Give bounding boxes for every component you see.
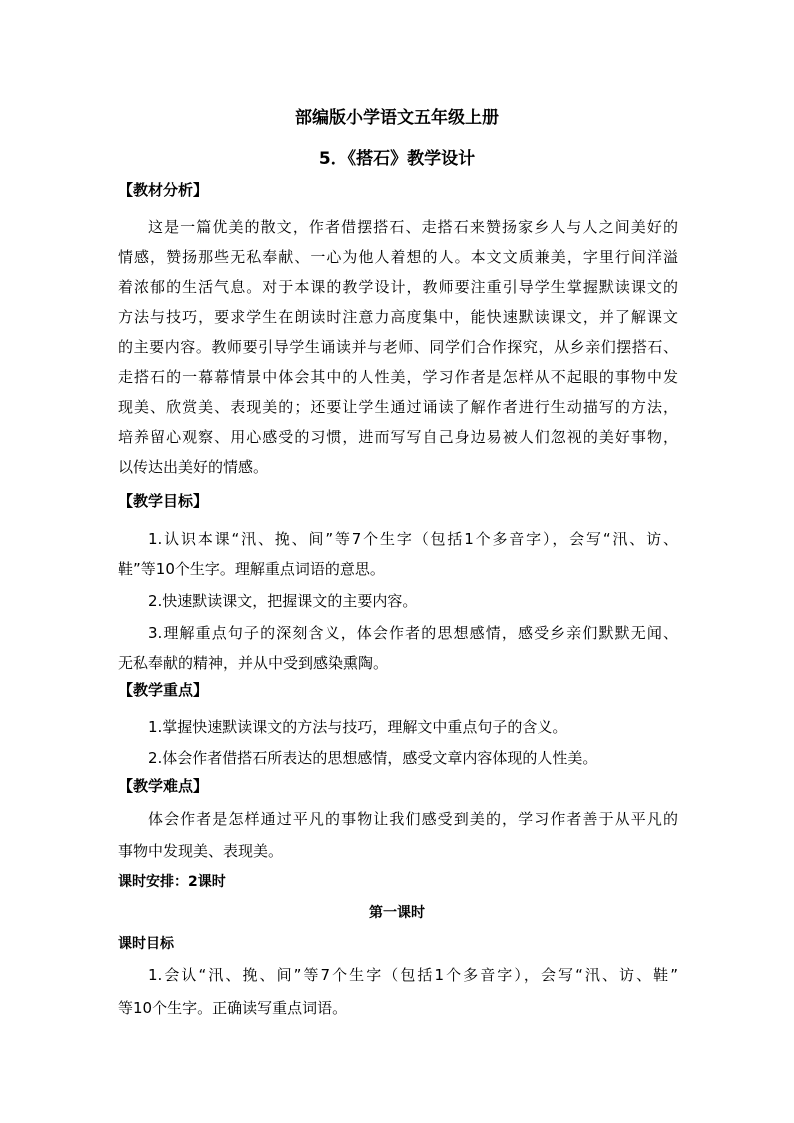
analysis-line: 这是一篇优美的散文，作者借摆搭石、走搭石来赞扬家乡人与人之间美好的 [148, 218, 678, 236]
goal-line: 1.认识本课“汛、挽、间”等7个生字（包括1个多音字），会写“汛、访、 [148, 530, 678, 548]
goals-heading: 【教学目标】 [118, 492, 209, 510]
goal-line: 鞋”等10个生字。理解重点词语的意思。 [118, 560, 385, 578]
analysis-line: 现美、欣赏美、表现美的；还要让学生通过诵读了解作者进行生动描写的方法， [118, 398, 678, 416]
lesson1-goal-heading: 课时目标 [118, 936, 174, 952]
schedule: 课时安排：2课时 [118, 874, 226, 890]
goal-line: 2.快速默读课文，把握课文的主要内容。 [148, 592, 418, 610]
lesson1-title: 第一课时 [369, 905, 425, 921]
key-line: 2.体会作者借搭石所表达的思想感情，感受文章内容体现的人性美。 [148, 749, 598, 767]
analysis-line: 培养留心观察、用心感受的习惯，进而写写自己身边易被人们忽视的美好事物， [118, 428, 678, 446]
analysis-line: 走搭石的一幕幕情景中体会其中的人性美，学习作者是怎样从不起眼的事物中发 [118, 368, 678, 386]
analysis-line: 方法与技巧，要求学生在朗读时注意力高度集中，能快速默读课文，并了解课文 [118, 308, 678, 326]
lesson1-goal-line: 1.会认“汛、挽、间”等7个生字（包括1个多音字），会写“汛、访、鞋” [148, 966, 678, 984]
analysis-line: 的主要内容。教师要引导学生诵读并与老师、同学们合作探究，从乡亲们摆搭石、 [118, 338, 678, 356]
analysis-line: 以传达出美好的情感。 [118, 458, 269, 476]
key-line: 1.掌握快速默读课文的方法与技巧，理解文中重点句子的含义。 [148, 718, 568, 736]
lesson1-goal-line: 等10个生字。正确读写重点词语。 [118, 999, 348, 1017]
document-title: 部编版小学语文五年级上册 [295, 108, 499, 128]
goal-line: 无私奉献的精神，并从中受到感染熏陶。 [118, 654, 389, 672]
difficulty-line: 体会作者是怎样通过平凡的事物让我们感受到美的，学习作者善于从平凡的 [148, 810, 678, 828]
difficulty-heading: 【教学难点】 [118, 777, 209, 795]
difficulty-line: 事物中发现美、表现美。 [118, 842, 284, 860]
goal-line: 3.理解重点句子的深刻含义，体会作者的思想感情，感受乡亲们默默无闻、 [148, 624, 678, 642]
analysis-heading: 【教材分析】 [118, 181, 209, 199]
analysis-line: 情感，赞扬那些无私奉献、一心为他人着想的人。本文文质兼美，字里行间洋溢 [118, 248, 678, 266]
key-heading: 【教学重点】 [118, 681, 209, 699]
lesson-title: 5．《搭石》教学设计 [318, 149, 476, 169]
analysis-line: 着浓郁的生活气息。对于本课的教学设计，教师要注重引导学生掌握默读课文的 [118, 278, 678, 296]
